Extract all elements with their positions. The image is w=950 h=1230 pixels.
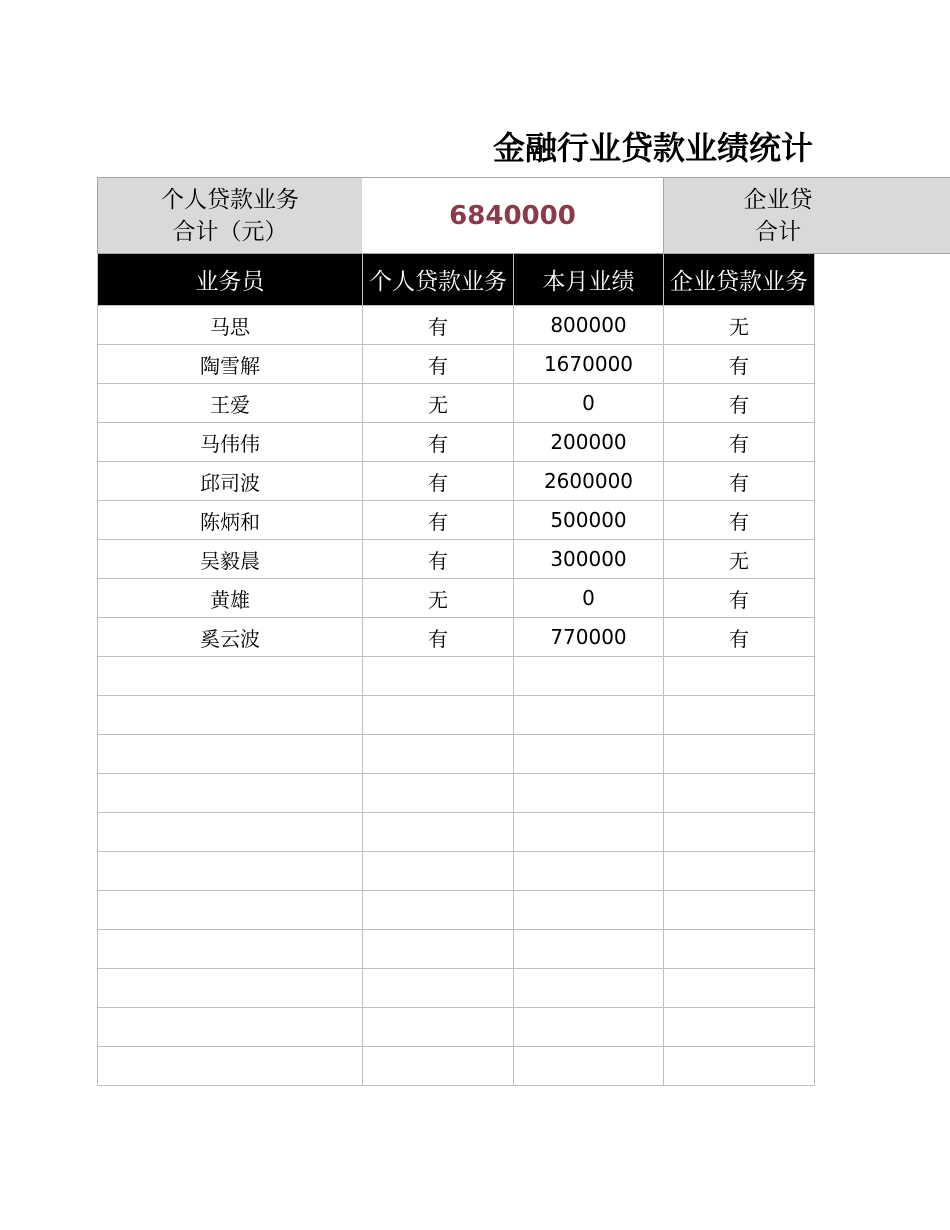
cell-personal-loan[interactable]: 有	[363, 306, 514, 345]
sheet-title: 金融行业贷款业绩统计	[493, 129, 814, 167]
empty-cell[interactable]	[514, 657, 664, 696]
empty-cell[interactable]	[363, 774, 514, 813]
personal-loan-total-value[interactable]: 6840000	[362, 177, 664, 254]
cell-enterprise-loan[interactable]: 有	[664, 384, 815, 423]
empty-cell[interactable]	[514, 696, 664, 735]
empty-table-row	[98, 735, 815, 774]
empty-cell[interactable]	[514, 774, 664, 813]
cell-enterprise-loan[interactable]: 有	[664, 423, 815, 462]
empty-cell[interactable]	[664, 969, 815, 1008]
empty-cell[interactable]	[363, 657, 514, 696]
cell-personal-loan[interactable]: 有	[363, 540, 514, 579]
empty-cell[interactable]	[98, 657, 363, 696]
empty-cell[interactable]	[98, 930, 363, 969]
header-salesperson[interactable]: 业务员	[98, 254, 363, 306]
cell-monthly-performance[interactable]: 770000	[514, 618, 664, 657]
cell-personal-loan[interactable]: 有	[363, 501, 514, 540]
cell-salesperson[interactable]: 王爱	[98, 384, 363, 423]
empty-cell[interactable]	[514, 813, 664, 852]
empty-cell[interactable]	[98, 735, 363, 774]
empty-cell[interactable]	[664, 930, 815, 969]
empty-table-row	[98, 891, 815, 930]
empty-cell[interactable]	[98, 696, 363, 735]
personal-loan-total-label	[97, 177, 363, 254]
cell-salesperson[interactable]: 马伟伟	[98, 423, 363, 462]
cell-monthly-performance[interactable]: 2600000	[514, 462, 664, 501]
cell-enterprise-loan[interactable]: 有	[664, 618, 815, 657]
empty-table-row	[98, 969, 815, 1008]
empty-table-row	[98, 657, 815, 696]
empty-cell[interactable]	[664, 735, 815, 774]
table-row	[98, 423, 815, 462]
empty-cell[interactable]	[664, 774, 815, 813]
empty-cell[interactable]	[664, 1047, 815, 1086]
enterprise-loan-total-label-line1: 企业贷	[743, 186, 813, 213]
cell-salesperson[interactable]: 黄雄	[98, 579, 363, 618]
empty-cell[interactable]	[363, 1008, 514, 1047]
cell-enterprise-loan[interactable]: 有	[664, 462, 815, 501]
cell-salesperson[interactable]: 邱司波	[98, 462, 363, 501]
empty-cell[interactable]	[98, 852, 363, 891]
empty-table-row	[98, 774, 815, 813]
cell-personal-loan[interactable]: 有	[363, 618, 514, 657]
cell-personal-loan[interactable]: 有	[363, 345, 514, 384]
empty-cell[interactable]	[514, 930, 664, 969]
cell-monthly-performance[interactable]: 500000	[514, 501, 664, 540]
cell-salesperson[interactable]: 马思	[98, 306, 363, 345]
empty-cell[interactable]	[98, 969, 363, 1008]
empty-cell[interactable]	[363, 930, 514, 969]
empty-cell[interactable]	[363, 735, 514, 774]
cell-salesperson[interactable]: 奚云波	[98, 618, 363, 657]
empty-table-row	[98, 852, 815, 891]
cell-personal-loan[interactable]: 有	[363, 462, 514, 501]
cell-salesperson[interactable]: 陶雪解	[98, 345, 363, 384]
cell-enterprise-loan[interactable]: 有	[664, 345, 815, 384]
empty-cell[interactable]	[514, 1008, 664, 1047]
cell-salesperson[interactable]: 吴毅晨	[98, 540, 363, 579]
cell-monthly-performance[interactable]: 1670000	[514, 345, 664, 384]
cell-enterprise-loan[interactable]: 有	[664, 579, 815, 618]
empty-table-row	[98, 813, 815, 852]
empty-cell[interactable]	[363, 852, 514, 891]
empty-cell[interactable]	[363, 813, 514, 852]
header-personal-loan[interactable]: 个人贷款业务	[363, 254, 514, 306]
header-monthly-performance[interactable]: 本月业绩	[514, 254, 664, 306]
empty-cell[interactable]	[514, 735, 664, 774]
cell-monthly-performance[interactable]: 0	[514, 579, 664, 618]
cell-enterprise-loan[interactable]: 无	[664, 540, 815, 579]
empty-cell[interactable]	[664, 852, 815, 891]
table-row	[98, 540, 815, 579]
empty-cell[interactable]	[514, 969, 664, 1008]
empty-table-row	[98, 696, 815, 735]
cell-personal-loan[interactable]: 无	[363, 579, 514, 618]
empty-cell[interactable]	[664, 657, 815, 696]
empty-cell[interactable]	[98, 813, 363, 852]
empty-cell[interactable]	[363, 891, 514, 930]
empty-cell[interactable]	[664, 696, 815, 735]
personal-loan-total-label-line2: 合计（元）	[172, 218, 288, 245]
cell-personal-loan[interactable]: 无	[363, 384, 514, 423]
empty-cell[interactable]	[514, 852, 664, 891]
empty-cell[interactable]	[363, 1047, 514, 1086]
empty-cell[interactable]	[664, 891, 815, 930]
header-enterprise-loan[interactable]: 企业贷款业务	[664, 254, 815, 306]
empty-cell[interactable]	[98, 891, 363, 930]
cell-enterprise-loan[interactable]: 无	[664, 306, 815, 345]
table-row	[98, 501, 815, 540]
empty-cell[interactable]	[514, 891, 664, 930]
cell-enterprise-loan[interactable]: 有	[664, 501, 815, 540]
empty-table-row	[98, 1008, 815, 1047]
empty-cell[interactable]	[98, 1008, 363, 1047]
table-row	[98, 462, 815, 501]
table-row	[98, 579, 815, 618]
cell-monthly-performance[interactable]: 0	[514, 384, 664, 423]
cell-monthly-performance[interactable]: 800000	[514, 306, 664, 345]
enterprise-loan-total-label	[663, 177, 950, 254]
cell-monthly-performance[interactable]: 200000	[514, 423, 664, 462]
enterprise-loan-total-label-line2: 合计	[755, 218, 801, 245]
empty-cell[interactable]	[664, 1008, 815, 1047]
cell-monthly-performance[interactable]: 300000	[514, 540, 664, 579]
empty-table-row	[98, 930, 815, 969]
performance-table	[97, 254, 815, 1086]
empty-cell[interactable]	[664, 813, 815, 852]
table-row	[98, 306, 815, 345]
table-row	[98, 384, 815, 423]
empty-cell[interactable]	[98, 1047, 363, 1086]
empty-table-row	[98, 1047, 815, 1086]
empty-cell[interactable]	[514, 1047, 664, 1086]
cell-personal-loan[interactable]: 有	[363, 423, 514, 462]
table-body	[98, 306, 815, 1086]
empty-cell[interactable]	[98, 774, 363, 813]
table-row	[98, 345, 815, 384]
personal-loan-total-label-line1: 个人贷款业务	[161, 186, 299, 213]
table-row	[98, 618, 815, 657]
table-header-row	[98, 254, 815, 306]
empty-cell[interactable]	[363, 696, 514, 735]
empty-cell[interactable]	[363, 969, 514, 1008]
cell-salesperson[interactable]: 陈炳和	[98, 501, 363, 540]
